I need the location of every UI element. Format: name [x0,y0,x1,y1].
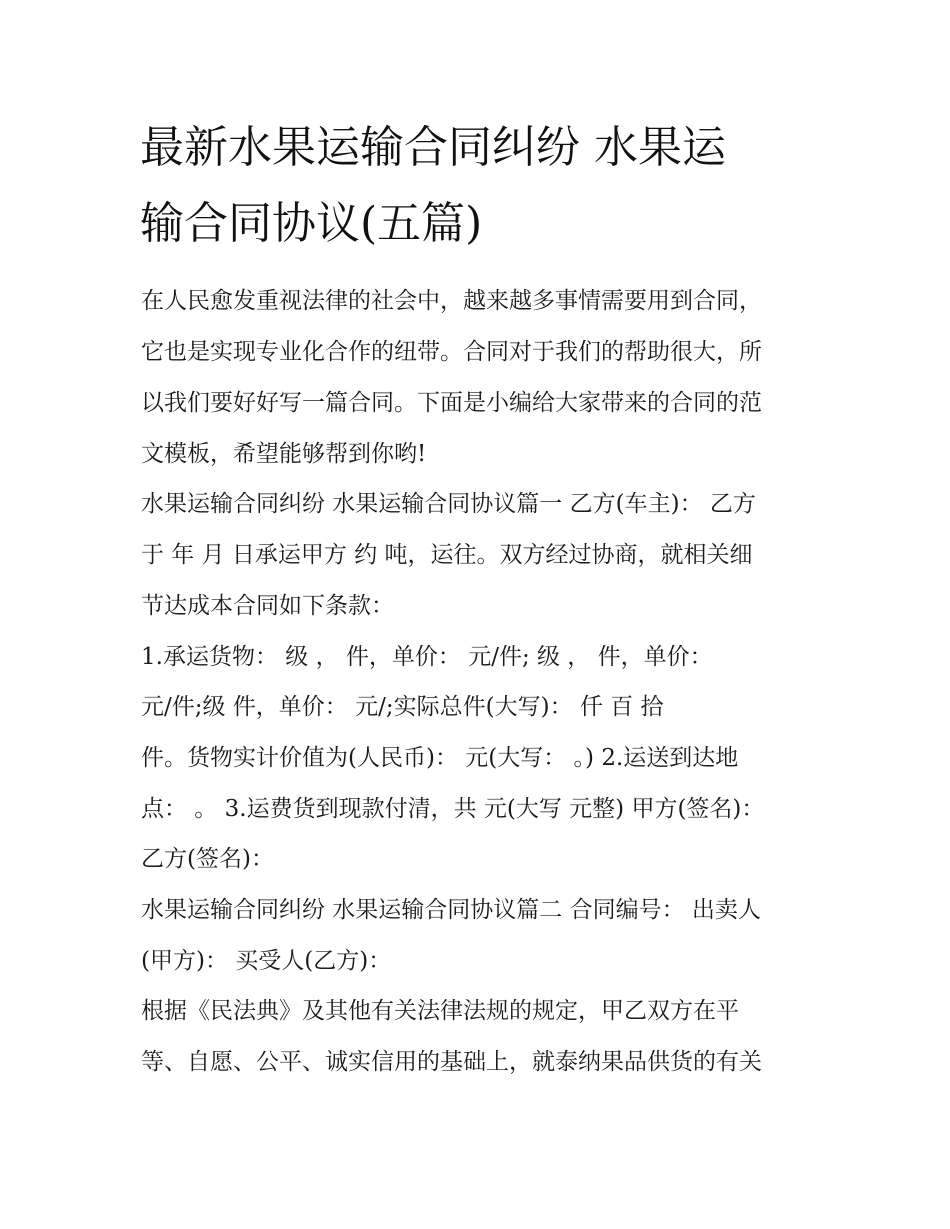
intro-paragraph-line: 文模板，希望能够帮到你哟! [141,441,427,467]
legal-basis-line: 根据《民法典》及其他有关法律法规的规定，甲乙双方在平 [141,998,739,1024]
section-2-line: (甲方)： 买受人(乙方)： [141,948,392,974]
clause-line: 件。货物实计价值为(人民币)： 元(大写： 。) 2.运送到达地 [141,745,739,771]
intro-paragraph-line: 它也是实现专业化合作的纽带。合同对于我们的帮助很大，所 [141,339,762,365]
section-1-line: 水果运输合同纠纷 水果运输合同协议篇一 乙方(车主)： 乙方 [141,491,756,517]
document-title-line-1: 最新水果运输合同纠纷 水果运 [140,122,726,173]
section-1-line: 于 年 月 日承运甲方 约 吨，运往。双方经过协商，就相关细 [141,542,753,568]
legal-basis-line: 等、自愿、公平、诚实信用的基础上，就泰纳果品供货的有关 [141,1049,762,1075]
section-2-line: 水果运输合同纠纷 水果运输合同协议篇二 合同编号： 出卖人 [141,897,761,923]
document-title-line-2: 输合同协议(五篇) [140,198,483,249]
intro-paragraph-line: 以我们要好好写一篇合同。下面是小编给大家带来的合同的范 [141,390,762,416]
intro-paragraph-line: 在人民愈发重视法律的社会中，越来越多事情需要用到合同， [141,288,762,314]
section-1-line: 节达成本合同如下条款： [141,593,394,619]
clause-line: 元/件;级 件，单价： 元/;实际总件(大写)： 仟 百 拾 [141,694,664,720]
clause-line: 点： 。 3.运费货到现款付清，共 元(大写 元整) 甲方(签名)： [141,796,765,822]
clause-line: 1.承运货物： 级 ， 件，单价： 元/件; 级 ， 件，单价： [141,644,713,670]
signature-line: 乙方(签名)： [141,846,274,872]
